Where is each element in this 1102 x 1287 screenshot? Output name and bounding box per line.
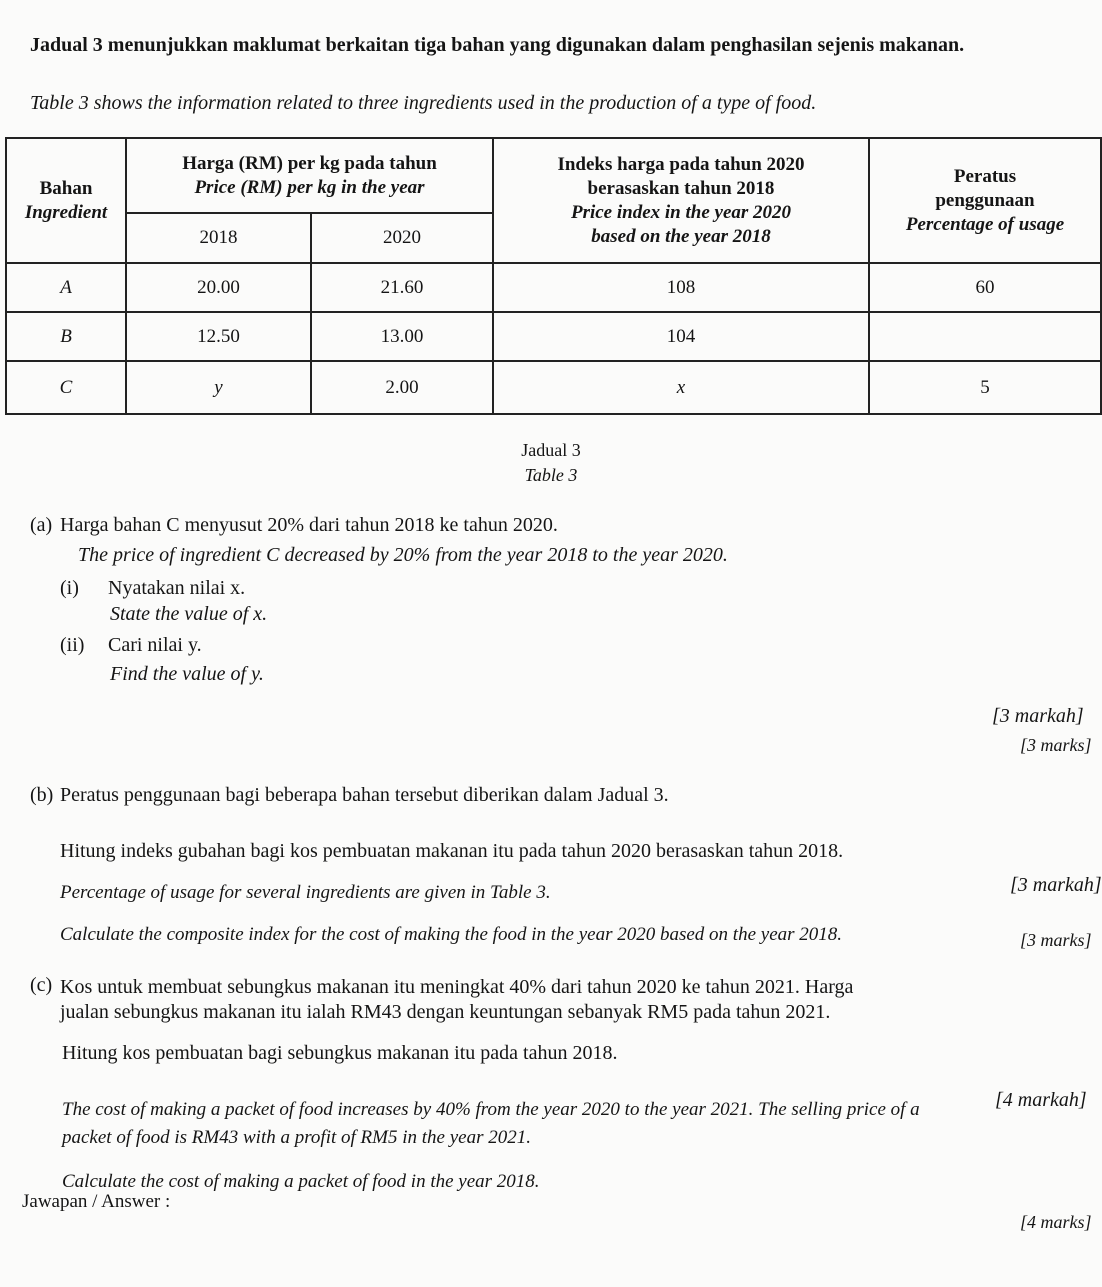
qa-i-ms: Nyatakan nilai x. xyxy=(108,577,246,599)
cell-index: 108 xyxy=(493,263,869,312)
header-usage-ms-2: penggunaan xyxy=(935,189,1035,211)
qb-ms-2: Hitung indeks gubahan bagi kos pembuatan makanan itu pada tahun 2020 berasaskan tahun 2018. xyxy=(60,840,844,862)
header-usage-en: Percentage of usage xyxy=(905,213,1065,235)
header-index-en-2: based on the year 2018 xyxy=(591,225,771,247)
header-index xyxy=(493,138,869,263)
cell-ingredient: C xyxy=(6,361,126,414)
qb-marks-en: [3 marks] xyxy=(1020,930,1092,950)
cell-index: x xyxy=(493,361,869,414)
cell-ingredient: B xyxy=(6,312,126,361)
table-caption-ms: Jadual 3 xyxy=(521,440,581,460)
qa-marks-ms: [3 markah] xyxy=(992,705,1084,727)
cell-price-2018: 12.50 xyxy=(126,312,311,361)
header-price-ms: Harga (RM) per kg pada tahun xyxy=(182,152,437,174)
cell-price-2018: y xyxy=(126,361,311,414)
ingredients-table xyxy=(5,137,1102,415)
intro-ms: Jadual 3 menunjukkan maklumat berkaitan tiga bahan yang digunakan dalam penghasilan sejenis makanan. xyxy=(30,34,965,56)
qa-en: The price of ingredient C decreased by 20% from the year 2018 to the year 2020. xyxy=(78,544,728,566)
table-caption-en: Table 3 xyxy=(524,465,578,485)
cell-price-2020: 13.00 xyxy=(311,312,493,361)
qb-en-2: Calculate the composite index for the cost of making the food in the year 2020 based on the year 2018. xyxy=(60,924,843,945)
cell-price-2020: 21.60 xyxy=(311,263,493,312)
qb-marks-ms: [3 markah] xyxy=(1010,874,1102,896)
table-row xyxy=(6,361,1101,414)
qc-ms-1: Kos untuk membuat sebungkus makanan itu meningkat 40% dari tahun 2020 ke tahun 2021. Harga xyxy=(60,976,854,998)
qb-ms-1: Peratus penggunaan bagi beberapa bahan tersebut diberikan dalam Jadual 3. xyxy=(60,784,669,806)
qb-label: (b) xyxy=(30,784,54,806)
cell-price-2020: 2.00 xyxy=(311,361,493,414)
qa-ii-en: Find the value of y. xyxy=(110,663,264,685)
cell-usage: 60 xyxy=(869,263,1101,312)
cell-index: 104 xyxy=(493,312,869,361)
cell-price-2018: 20.00 xyxy=(126,263,311,312)
header-price-en: Price (RM) per kg in the year xyxy=(194,176,425,198)
header-ingredient xyxy=(6,138,126,263)
qa-ii-ms: Cari nilai y. xyxy=(108,634,202,656)
header-index-ms-1: Indeks harga pada tahun 2020 xyxy=(557,153,805,175)
qc-en-3: Calculate the cost of making a packet of food in the year 2018. xyxy=(62,1171,540,1192)
qa-i-label: (i) xyxy=(60,577,79,599)
cell-usage: 5 xyxy=(869,361,1101,414)
qc-ms-3: Hitung kos pembuatan bagi sebungkus makanan itu pada tahun 2018. xyxy=(62,1042,618,1064)
qc-marks-en: [4 marks] xyxy=(1020,1212,1092,1232)
header-usage-ms-1: Peratus xyxy=(953,165,1017,187)
qa-ms: Harga bahan C menyusut 20% dari tahun 2018 ke tahun 2020. xyxy=(60,514,558,536)
qc-marks-ms: [4 markah] xyxy=(995,1089,1087,1111)
header-index-en-1: Price index in the year 2020 xyxy=(570,201,792,223)
table-row xyxy=(6,312,1101,361)
header-year-2020: 2020 xyxy=(311,213,493,263)
header-index-ms-2: berasaskan tahun 2018 xyxy=(587,177,775,199)
table-row xyxy=(6,263,1101,312)
qa-marks-en: [3 marks] xyxy=(1020,735,1092,755)
intro-en: Table 3 shows the information related to three ingredients used in the production of a type of food. xyxy=(30,92,817,114)
header-usage xyxy=(869,138,1101,263)
qb-en-1: Percentage of usage for several ingredients are given in Table 3. xyxy=(60,882,551,903)
cell-ingredient: A xyxy=(6,263,126,312)
qc-en-2: packet of food is RM43 with a profit of RM5 in the year 2021. xyxy=(62,1127,531,1148)
header-ingredient-ms: Bahan xyxy=(39,177,93,199)
header-year-2018: 2018 xyxy=(126,213,311,263)
qc-ms-2: jualan sebungkus makanan itu ialah RM43 dengan keuntungan sebanyak RM5 pada tahun 2021. xyxy=(60,1001,831,1023)
qc-label: (c) xyxy=(30,974,53,996)
header-ingredient-en: Ingredient xyxy=(24,201,108,223)
answer-label: Jawapan / Answer : xyxy=(22,1191,171,1212)
qa-ii-label: (ii) xyxy=(60,634,85,656)
header-price xyxy=(126,138,493,213)
qc-en-1: The cost of making a packet of food increases by 40% from the year 2020 to the year 2021. The selling price of a xyxy=(62,1099,920,1120)
qa-i-en: State the value of x. xyxy=(110,603,268,625)
qa-label: (a) xyxy=(30,514,53,536)
cell-usage xyxy=(869,312,1101,361)
